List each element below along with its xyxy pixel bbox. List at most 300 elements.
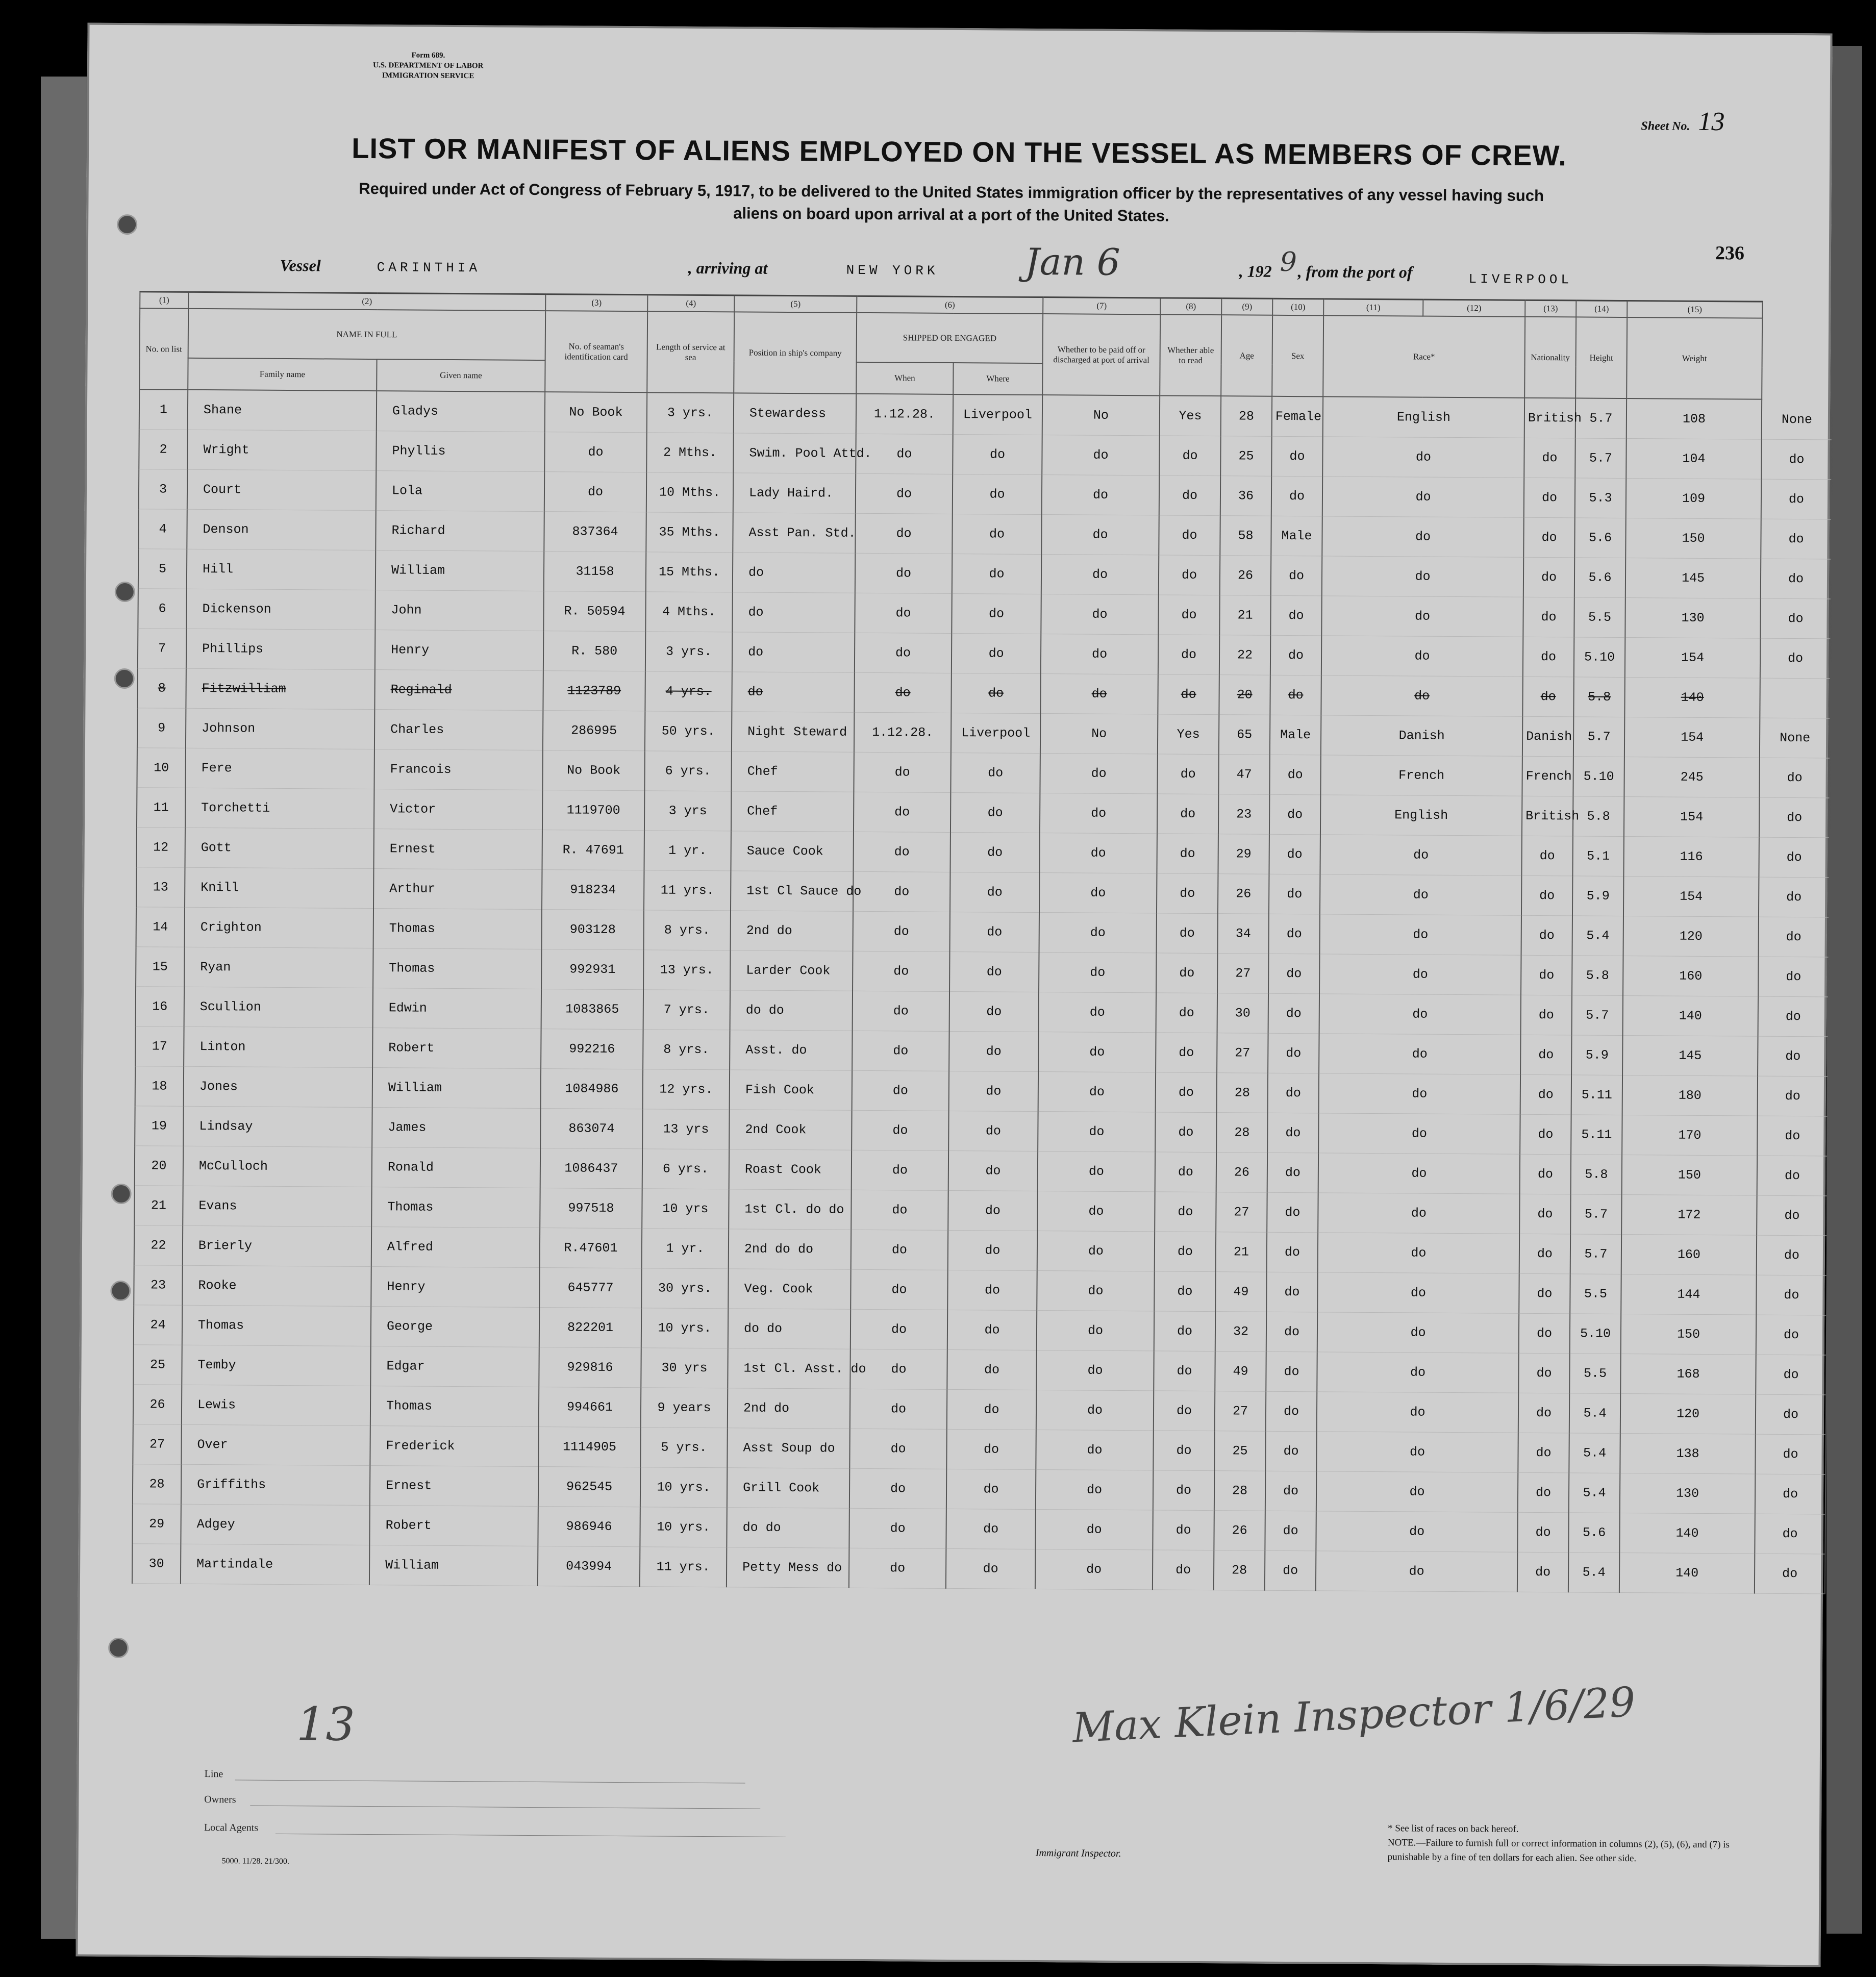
position: do [732,672,854,712]
sex: do [1265,1431,1316,1471]
shipped-when: do [853,832,950,872]
physical-marks: do [1758,996,1829,1037]
inspector-label: Immigrant Inspector. [1035,1847,1121,1860]
sheet-number [1641,106,1724,137]
header-family-name: Family name [188,358,377,391]
col-num: (10) [1272,298,1323,315]
position: Asst. do [730,1030,852,1070]
given-name: Henry [371,1267,539,1308]
given-name: Victor [374,789,542,830]
able-read: do [1154,1391,1215,1431]
physical-marks: do [1758,1036,1828,1077]
sex: do [1265,1511,1316,1551]
able-read: do [1155,1152,1216,1192]
height: 5.7 [1575,398,1627,438]
physical-marks: do [1755,1554,1825,1594]
height: 5.8 [1573,796,1624,837]
weight: 172 [1621,1195,1757,1236]
shipped-when: do [855,633,952,673]
age: 28 [1214,1550,1265,1591]
race: do [1321,636,1523,677]
service-length: 11 yrs. [640,1547,727,1587]
physical-marks: do [1756,1394,1826,1435]
id-card: 992931 [541,949,643,990]
service-length: 10 yrs. [640,1507,727,1547]
height: 5.8 [1571,1155,1622,1195]
position: Larder Cook [730,950,853,991]
col-num: (7) [1043,297,1160,315]
given-name: Charles [374,710,543,750]
age: 26 [1214,1511,1265,1551]
family-name: Crighton [185,907,373,948]
position: do [732,632,855,672]
height: 5.6 [1574,518,1625,558]
age: 58 [1220,516,1271,556]
shipped-where: do [949,952,1039,992]
row-number: 23 [134,1265,182,1306]
weight: 154 [1624,717,1760,758]
position: 2nd do do [729,1229,851,1269]
nationality: Danish [1522,716,1573,757]
paid-off: No [1040,714,1158,754]
paid-off: do [1041,634,1158,674]
year-label: , 192 [1239,262,1272,281]
physical-marks: do [1761,519,1831,559]
age: 27 [1217,1033,1268,1073]
paid-off: do [1041,515,1159,555]
family-name: Court [187,469,376,510]
service-length: 6 yrs. [642,1149,729,1189]
shipped-where: do [946,1429,1036,1469]
age: 26 [1218,874,1269,914]
header-no-on-list: No. on list [139,308,188,390]
shipped-where: do [952,633,1041,673]
nationality: do [1522,677,1573,717]
nationality: do [1523,557,1574,597]
race: do [1317,1312,1519,1353]
col-num: (11) [1323,299,1423,316]
family-name: Ryan [184,947,373,988]
height: 5.4 [1569,1473,1620,1513]
sex: do [1267,1192,1318,1233]
position: 2nd do [731,911,853,951]
family-name: Shane [188,390,377,431]
position: Roast Cook [729,1149,852,1190]
family-name: Adgey [181,1504,369,1545]
height: 5.9 [1571,1035,1622,1075]
family-name: Linton [184,1027,372,1067]
weight: 170 [1622,1115,1757,1156]
physical-marks: do [1759,877,1829,917]
age: 21 [1219,595,1270,636]
shipped-when: do [855,513,952,554]
race: do [1320,835,1521,875]
age: 32 [1215,1312,1266,1352]
id-card: 929816 [539,1347,641,1388]
age: 36 [1220,476,1271,516]
family-name: Griffiths [181,1464,370,1505]
col-num: (8) [1160,298,1221,315]
nationality: do [1519,1194,1570,1234]
service-length: 1 yr. [644,831,731,871]
height: 5.5 [1569,1354,1620,1394]
family-name: Martindale [181,1544,369,1585]
service-length: 13 yrs. [643,950,730,990]
shipped-when: do [853,911,950,952]
row-number: 10 [137,748,185,788]
handwritten-page-count: 13 [296,1697,356,1751]
shipped-where: Liverpool [951,713,1040,753]
physical-marks: do [1760,638,1831,679]
sex: do [1266,1352,1317,1392]
col-num: (12) [1423,299,1525,317]
manifest-page [76,23,1832,1967]
col-num: (3) [545,294,647,312]
height: 5.11 [1571,1075,1622,1115]
col-num: (13) [1525,300,1576,317]
service-length: 30 yrs [641,1348,728,1388]
age: 25 [1220,436,1271,477]
shipped-when: do [852,1031,949,1071]
nationality: do [1519,1313,1570,1354]
header-given-name: Given name [377,359,545,392]
physical-marks: do [1755,1514,1825,1554]
shipped-where: do [953,474,1042,514]
sex: do [1268,993,1319,1034]
given-name: Gladys [377,391,545,432]
physical-marks: do [1757,1156,1828,1196]
race: do [1319,1073,1520,1114]
height: 5.8 [1573,677,1624,717]
header-position: Position in ship's company [734,312,857,393]
family-name: Torchetti [185,788,374,829]
header-name-in-full: NAME IN FULL [188,309,546,360]
family-name: Gott [185,828,373,868]
physical-marks: do [1759,917,1829,957]
given-name: Reginald [374,670,543,711]
service-length: 8 yrs. [644,910,731,950]
physical-marks: do [1761,439,1832,480]
nationality: do [1520,1035,1571,1075]
physical-marks: None [1762,399,1832,440]
service-length: 4 Mths. [645,592,732,632]
able-read: do [1158,674,1219,715]
paid-off: do [1041,555,1159,595]
id-card: do [544,472,646,512]
age: 34 [1218,914,1269,954]
nationality: British [1522,796,1573,836]
position: do [732,592,855,633]
sheet-label: Sheet No. [1641,119,1690,133]
header-height: Height [1575,317,1627,398]
service-length: 10 Mths. [646,472,733,513]
shipped-when: do [849,1429,946,1469]
weight: 104 [1626,439,1761,480]
shipped-where: do [947,1389,1036,1430]
departure-port: LIVERPOOL [1468,271,1573,288]
sex: do [1265,1550,1316,1591]
physical-marks: do [1756,1315,1827,1355]
id-card: 986946 [538,1507,640,1547]
weight: 140 [1623,996,1758,1037]
shipped-where: do [948,1230,1037,1270]
given-name: Edwin [373,988,541,1029]
shipped-where: do [950,912,1039,952]
family-name: Johnson [186,708,374,749]
id-card: 1083865 [541,989,643,1030]
id-card: 962545 [538,1467,640,1507]
given-name: Robert [369,1506,538,1546]
age: 28 [1221,396,1272,436]
family-name: Denson [187,509,376,550]
paid-off: do [1042,475,1159,515]
age: 21 [1216,1232,1267,1272]
able-read: do [1153,1510,1214,1550]
id-card: 1119700 [542,790,644,831]
row-number: 6 [138,589,186,629]
sex: do [1270,595,1321,636]
paid-off: do [1037,1311,1154,1351]
col-num: (2) [188,292,545,311]
row-number: 9 [137,708,186,748]
height: 5.10 [1573,757,1624,797]
shipped-when: do [849,1468,946,1509]
able-read: do [1159,476,1220,516]
race: do [1318,1153,1520,1194]
department-name: U.S. DEPARTMENT OF LABOR [373,61,484,70]
paid-off: do [1036,1350,1154,1391]
id-card: 645777 [539,1268,641,1308]
row-number: 25 [133,1345,182,1385]
paid-off: do [1035,1549,1153,1589]
family-name: Lindsay [183,1106,372,1147]
able-read: Yes [1160,395,1221,436]
service-length: 12 yrs. [643,1069,730,1110]
nationality: do [1520,1114,1571,1155]
header-shipped-engaged: SHIPPED OR ENGAGED [857,313,1043,363]
position: Asst Soup do [727,1428,849,1468]
able-read: do [1159,515,1220,556]
physical-marks: do [1759,758,1830,798]
physical-marks: do [1757,1195,1827,1236]
id-card: No Book [545,392,647,433]
shipped-where: Liverpool [953,394,1042,435]
position: Petty Mess do [727,1547,849,1588]
weight: 150 [1622,1155,1757,1196]
physical-marks: do [1758,957,1829,997]
height: 5.7 [1573,717,1624,757]
shipped-when: do [855,593,952,633]
race: do [1322,556,1523,597]
service-length: 10 yrs. [640,1467,727,1508]
id-card: 992216 [541,1029,643,1069]
service-length: 35 Mths. [646,512,733,553]
sex: Female [1272,396,1323,437]
given-name: Lola [376,471,544,512]
header-nationality: Nationality [1524,317,1576,398]
weight: 130 [1625,598,1760,639]
paid-off: do [1038,1112,1155,1152]
family-name: McCulloch [183,1146,372,1187]
age: 65 [1219,715,1270,755]
id-card: do [544,432,646,472]
able-read: do [1156,993,1217,1033]
physical-marks: do [1759,797,1830,838]
able-read: do [1155,1112,1216,1153]
shipped-where: do [951,673,1040,713]
position: Veg. Cook [728,1269,851,1309]
age: 47 [1218,755,1269,795]
weight: 130 [1620,1473,1755,1514]
nationality: do [1521,875,1572,916]
header-paid-off: Whether to be paid off or discharged at port of arrival [1042,314,1160,395]
able-read: do [1154,1311,1215,1352]
shipped-where: do [952,514,1041,554]
shipped-where: do [947,1270,1037,1310]
nationality: do [1523,597,1574,637]
nationality: do [1523,637,1574,677]
col-num: (5) [734,295,857,313]
height: 5.10 [1574,637,1625,678]
shipped-when: do [853,951,949,991]
able-read: do [1155,1232,1216,1272]
col-num: (9) [1221,298,1272,315]
service-length: 15 Mths. [646,552,733,592]
header-age: Age [1221,315,1272,396]
line-label: Line [204,1768,223,1780]
nationality: do [1521,915,1572,956]
able-read: do [1157,834,1218,874]
row-number: 12 [136,828,185,868]
age: 30 [1217,993,1268,1034]
family-name: Knill [185,867,373,908]
punch-hole [115,582,135,602]
punch-hole [108,1638,129,1658]
paid-off: do [1036,1390,1154,1430]
paid-off: do [1037,1231,1155,1271]
age: 23 [1218,794,1269,835]
shipped-where: do [948,1111,1038,1151]
able-read: do [1158,595,1219,635]
shipped-where: do [947,1349,1036,1390]
shipped-where: do [949,1071,1038,1111]
form-header [373,50,484,81]
given-name: Henry [375,630,543,671]
weight: 140 [1619,1553,1755,1593]
race: do [1317,1352,1518,1393]
given-name: Richard [376,511,544,552]
legal-note [1388,1821,1755,1866]
height: 5.7 [1572,995,1623,1036]
able-read: do [1159,555,1220,595]
age: 27 [1217,954,1268,994]
age: 25 [1214,1431,1265,1471]
able-read: do [1158,635,1219,675]
weight: 150 [1625,518,1761,559]
given-name: Ernest [370,1466,538,1507]
row-number: 5 [138,549,187,589]
shipped-when: do [851,1230,948,1270]
shipped-where: do [947,1310,1037,1350]
row-number: 13 [136,867,185,908]
service-length: 2 Mths. [646,433,733,473]
nationality: do [1520,1154,1571,1194]
given-name: Thomas [370,1386,539,1427]
height: 5.6 [1574,558,1625,598]
able-read: do [1153,1470,1214,1511]
service-length: 10 yrs. [641,1308,728,1348]
row-number: 8 [137,668,186,709]
id-card: R.47601 [540,1228,642,1268]
physical-marks [1760,678,1830,718]
id-card: R. 50594 [543,591,645,632]
row-number: 16 [136,987,184,1027]
age: 28 [1216,1113,1267,1153]
row-number: 1 [139,389,188,430]
sex: do [1265,1471,1316,1511]
position: 1st Cl. do do [729,1189,851,1230]
sex: do [1267,1153,1318,1193]
height: 5.7 [1575,438,1626,479]
race: English [1323,396,1524,438]
race: do [1316,1551,1517,1592]
row-number: 14 [136,907,185,947]
service-name: IMMIGRATION SERVICE [382,71,474,81]
given-name: Ernest [373,829,542,870]
nationality: do [1520,1074,1571,1115]
given-name: Francois [374,749,542,790]
given-name: George [371,1307,539,1347]
shipped-when: do [852,1150,948,1190]
height: 5.7 [1570,1234,1621,1274]
able-read: do [1156,953,1217,993]
service-length: 4 yrs. [645,671,732,712]
physical-marks: do [1759,837,1829,878]
age: 28 [1214,1471,1265,1511]
shipped-when: do [852,1110,948,1150]
paid-off: do [1040,674,1158,714]
able-read: do [1157,873,1218,914]
paid-off: do [1040,793,1157,834]
row-number: 26 [133,1385,182,1425]
weight: 154 [1624,797,1759,838]
given-name: Robert [372,1028,541,1069]
given-name: William [372,1068,541,1109]
position: Stewardess [734,393,856,434]
service-length: 5 yrs. [640,1428,727,1468]
paid-off: do [1038,1032,1156,1072]
physical-marks: do [1755,1434,1825,1474]
sex: do [1266,1312,1317,1352]
shipped-where: do [950,872,1039,912]
race: do [1317,1392,1518,1433]
sex: do [1271,476,1322,516]
physical-marks: None [1760,718,1830,758]
race: French [1320,755,1522,796]
id-card: 1084986 [541,1069,643,1109]
header-id-card: No. of seaman's identification card [545,311,647,392]
id-card: 286995 [543,711,645,751]
owners-rule [250,1805,760,1809]
height: 5.4 [1568,1553,1619,1593]
shipped-where: do [952,554,1041,594]
vessel-name: CARINTHIA [377,260,481,276]
height: 5.5 [1574,597,1625,638]
service-length: 50 yrs. [645,711,732,752]
race: do [1318,1233,1519,1273]
id-card: 043994 [538,1546,640,1587]
page-title: LIST OR MANIFEST OF ALIENS EMPLOYED ON THE VESSEL AS MEMBERS OF CREW. [352,132,1567,172]
